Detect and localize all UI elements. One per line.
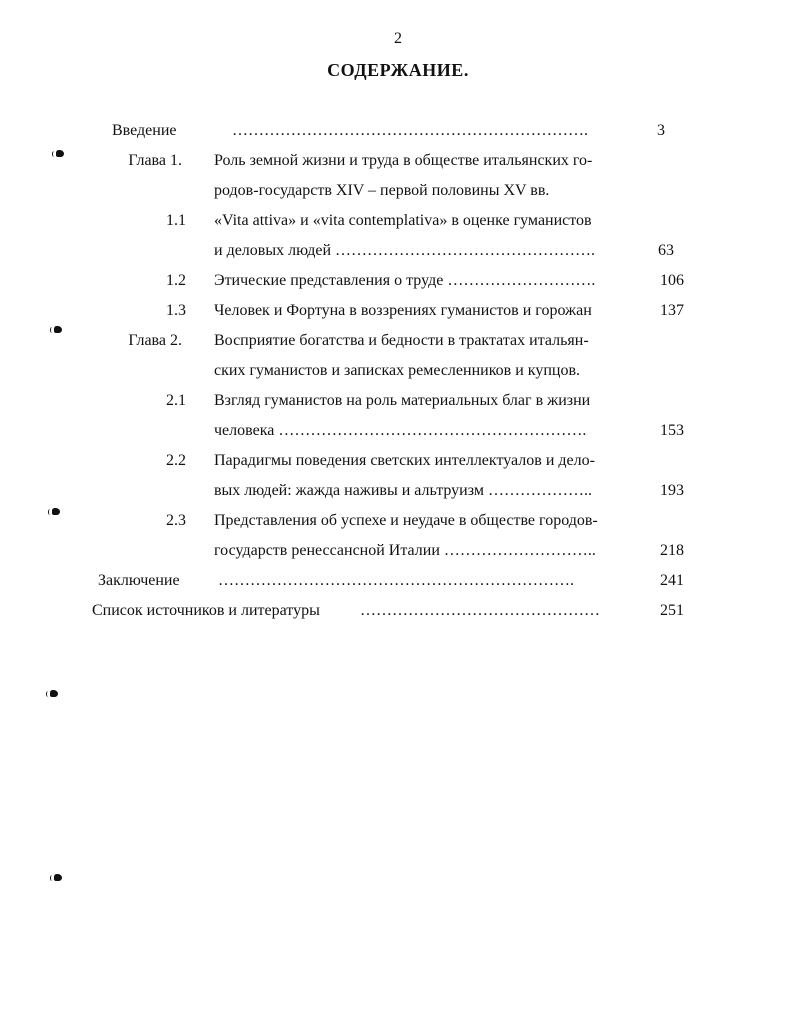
page-title: СОДЕРЖАНИЕ. — [327, 60, 469, 80]
scan-mark-icon — [52, 508, 60, 515]
toc-section-2-1-label: 2.1 — [166, 392, 186, 409]
toc-chapter1-line2: родов-государств XIV – первой половины XV вв. — [214, 182, 550, 199]
toc-section-2-1-line2: человека …………………………………………………. — [214, 422, 587, 439]
scan-mark-icon — [54, 874, 62, 881]
toc-chapter1-line1: Роль земной жизни и труда в обществе итальянских го- — [214, 152, 593, 169]
toc-section-2-2-label: 2.2 — [166, 452, 186, 469]
toc-section-1-1-line2: и деловых людей …………………………………………. — [214, 242, 596, 259]
toc-chapter2-line1: Восприятие богатства и бедности в трактатах итальян- — [214, 332, 589, 349]
toc-section-2-2-page: 193 — [660, 482, 684, 499]
toc-sources-page: 251 — [660, 602, 684, 619]
toc-chapter1-label: Глава 1. — [128, 152, 182, 169]
scan-mark-icon — [56, 150, 64, 157]
toc-section-2-3-label: 2.3 — [166, 512, 186, 529]
toc-chapter2-label: Глава 2. — [128, 332, 182, 349]
toc-conclusion-label: Заключение — [98, 572, 180, 589]
toc-section-2-3-line2: государств ренессансной Италии ……………………….. — [214, 542, 596, 559]
toc-section-1-3-page: 137 — [660, 302, 684, 319]
toc-section-2-3-line1: Представления об успехе и неудаче в обществе городов- — [214, 512, 598, 529]
toc-section-2-1-line1: Взгляд гуманистов на роль материальных благ в жизни — [214, 392, 591, 409]
toc-section-1-2-line1: Этические представления о труде ………………………. — [214, 272, 596, 289]
scan-mark-icon — [50, 690, 58, 697]
toc-intro-label: Введение — [112, 122, 177, 139]
page-number: 2 — [394, 30, 402, 47]
toc-section-2-2-line1: Парадигмы поведения светских интеллектуалов и дело- — [214, 452, 595, 469]
toc-section-1-2-page: 106 — [660, 272, 684, 289]
toc-section-2-3-page: 218 — [660, 542, 684, 559]
toc-section-1-2-label: 1.2 — [166, 272, 186, 289]
toc-section-1-1-page: 63 — [658, 242, 674, 259]
toc-sources-dots: ……………………………………… — [360, 602, 600, 619]
toc-section-1-3-label: 1.3 — [166, 302, 186, 319]
toc-section-1-3-line1: Человек и Фортуна в воззрениях гуманистов и горожан — [214, 302, 592, 319]
toc-section-1-1-label: 1.1 — [166, 212, 186, 229]
toc-intro-dots: …………………………………………………………. — [232, 122, 588, 139]
toc-chapter2-line2: ских гуманистов и записках ремесленников и купцов. — [214, 362, 581, 379]
toc-section-2-2-line2: вых людей: жажда наживы и альтруизм ……………….. — [214, 482, 592, 499]
scan-mark-icon — [54, 326, 62, 333]
toc-sources-label: Список источников и литературы — [92, 602, 320, 619]
toc-section-2-1-page: 153 — [660, 422, 684, 439]
toc-section-1-1-line1: «Vita attiva» и «vita contemplativa» в оценке гуманистов — [214, 212, 592, 229]
toc-conclusion-page: 241 — [660, 572, 684, 589]
toc-conclusion-dots: …………………………………………………………. — [218, 572, 574, 589]
toc-intro-page: 3 — [657, 122, 665, 139]
